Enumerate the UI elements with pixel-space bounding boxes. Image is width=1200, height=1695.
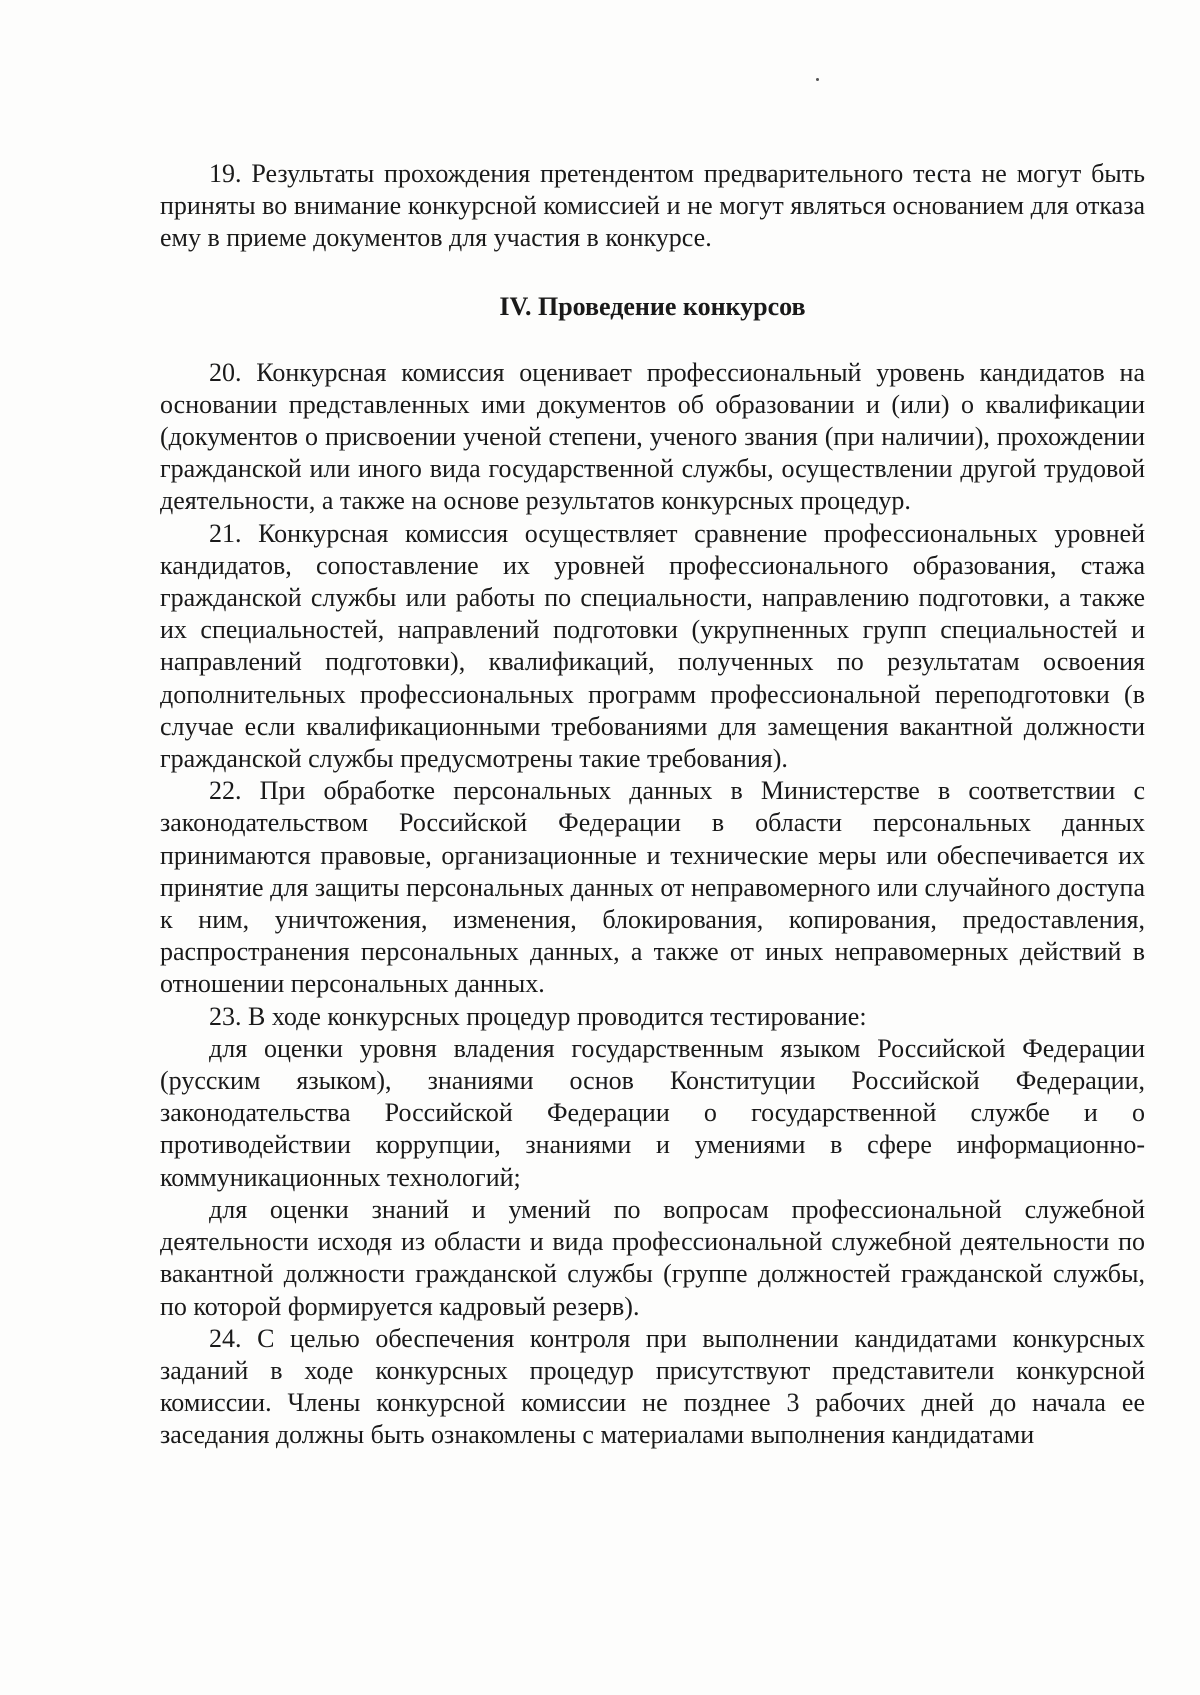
paragraph-23-item-2: для оценки знаний и умений по вопросам профессиональной служебной деятельности исходя из области и вида профессиональной служебной деятельности по вакантной должности гражданской службы (группе должностей гражданской службы, по которой формируется кадровый резерв). [160, 1194, 1145, 1321]
paragraph-23-item-1: для оценки уровня владения государственным языком Российской Федерации (русским языком), знаниями основ Конституции Российской Федерации, законодательства Российской Федерации о государственной службе и о противодействии коррупции, знаниями и умениями в сфере информационно-коммуникационных технологий; [160, 1033, 1145, 1192]
paragraph-20: 20. Конкурсная комиссия оценивает профессиональный уровень кандидатов на основании представленных ими документов об образовании и (или) о квалификации (документов о присвоении ученой степени, ученого звания (при наличии), прохождении гражданской или иного вида государственной службы, осуществлении другой трудовой деятельности, а также на основе результатов конкурсных процедур. [160, 357, 1145, 516]
scan-speck [816, 78, 819, 81]
paragraph-23: 23. В ходе конкурсных процедур проводится тестирование: [209, 1001, 867, 1031]
paragraph-22: 22. При обработке персональных данных в Министерстве в соответствии с законодательством Российской Федерации в области персональных данных принимаются правовые, организационные и технические меры или обеспечивается их принятие для защиты персональных данных от неправомерного или случайного доступа к ним, уничтожения, изменения, блокирования, копирования, предоставления, распространения персональных данных, а также от иных неправомерных действий в отношении персональных данных. [160, 776, 1145, 999]
spacer [160, 323, 1145, 357]
section-heading: IV. Проведение конкурсов [499, 291, 806, 321]
document-body [160, 158, 1145, 1452]
spacer [160, 255, 1145, 291]
paragraph-19: 19. Результаты прохождения претендентом предварительного теста не могут быть приняты во внимание конкурсной комиссией и не могут являться основанием для отказа ему в приеме документов для участия в конкурсе. [160, 159, 1145, 253]
paragraph-21: 21. Конкурсная комиссия осуществляет сравнение профессиональных уровней кандидатов, сопоставление их уровней профессионального образования, стажа гражданской службы или работы по специальности, направлению подготовки, а также их специальностей, направлений подготовки (укрупненных групп специальностей и направлений подготовки), квалификаций, полученных по результатам освоения дополнительных профессиональных программ профессиональной переподготовки (в случае если квалификационными требованиями для замещения вакантной должности гражданской службы предусмотрены такие требования). [160, 518, 1145, 774]
paragraph-24: 24. С целью обеспечения контроля при выполнении кандидатами конкурсных заданий в ходе конкурсных процедур присутствуют представители конкурсной комиссии. Члены конкурсной комиссии не позднее 3 рабочих дней до начала ее заседания должны быть ознакомлены с материалами выполнения кандидатами [160, 1323, 1145, 1450]
